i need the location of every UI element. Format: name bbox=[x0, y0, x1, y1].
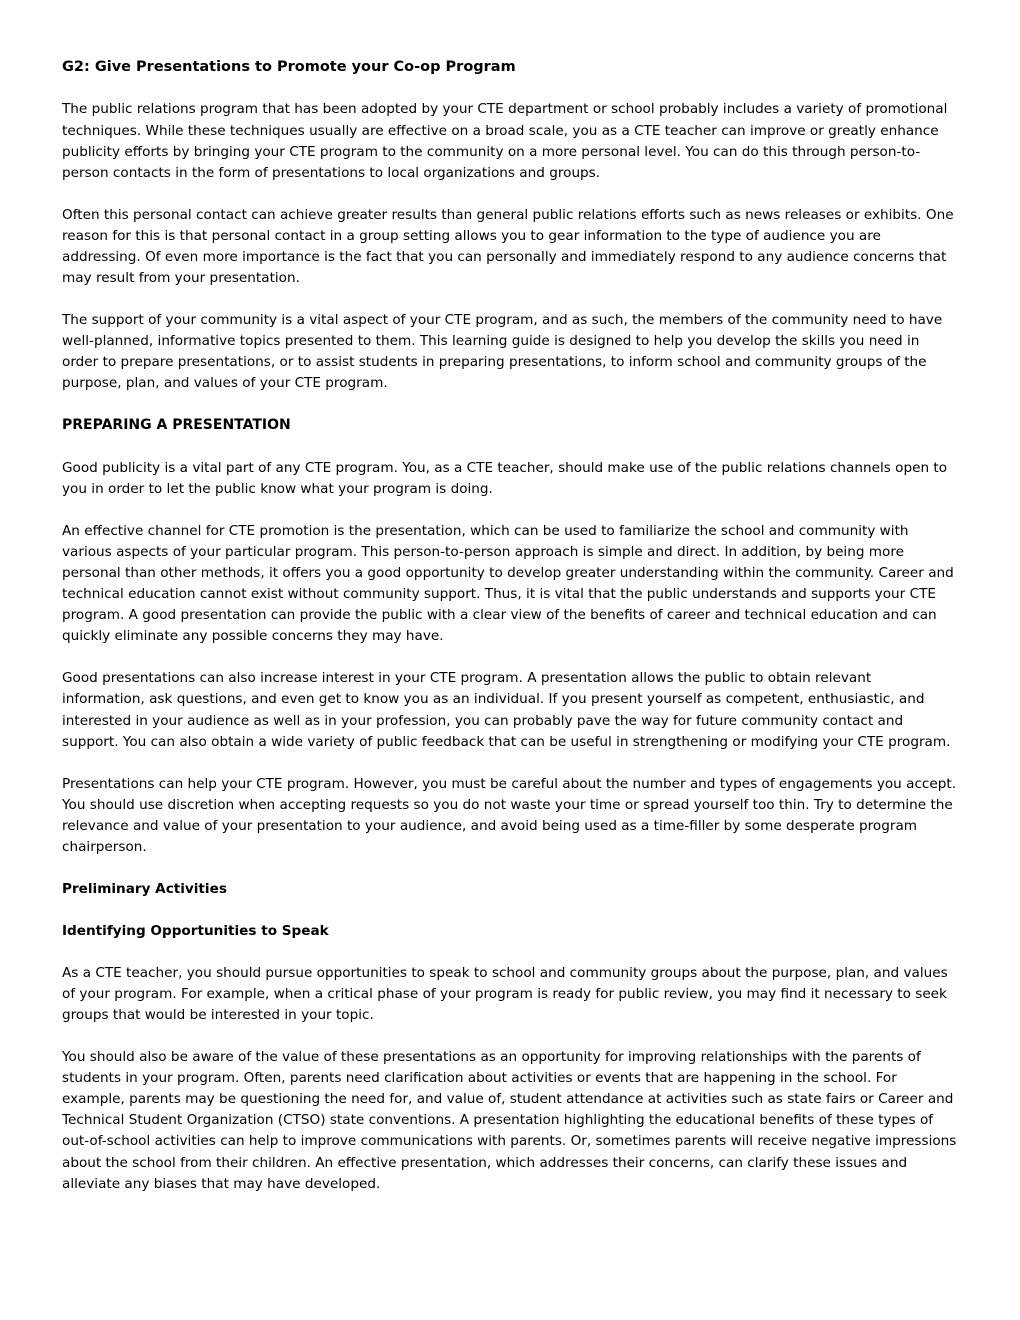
paragraph-increase-interest: Good presentations can also increase interest in your CTE program. A presentation allows the public to obtain relevant information, ask questions, and even get to know you as an individual. If you present yourself as competent, enthusiastic, and interested in your audience as well as in your profession, you can probably pave the way for future community contact and support. You can also obtain a wide variety of public feedback that can be useful in strengthening or modifying your CTE program. bbox=[62, 670, 951, 750]
paragraph-pursue-opportunities: As a CTE teacher, you should pursue opportunities to speak to school and community groups about the purpose, plan, and values of your program. For example, when a critical phase of your program is ready for public review, you may find it necessary to seek groups that would be interested in your topic. bbox=[62, 965, 948, 1024]
paragraph-personal-contact: Often this personal contact can achieve greater results than general public relations efforts such as news releases or exhibits. One reason for this is that personal contact in a group setting allows you to gear information to the type of audience you are addressing. Of even more importance is the fact that you can personally and immediately respond to any audience concerns that may result from your presentation. bbox=[62, 206, 954, 286]
paragraph-parent-relationships: You should also be aware of the value of these presentations as an opportunity for improving relationships with the parents of students in your program. Often, parents need clarification about activities or events that are happening in the school. For example, parents may be questioning the need for, and value of, student attendance at activities such as state fairs or Career and Technical Student Organization (CTSO) state conventions. A presentation highlighting the educational benefits of these types of out-of-school activities can help to improve communications with parents. Or, sometimes parents will receive negative impressions about the school from their children. An effective presentation, which addresses their concerns, can clarify these issues and alleviate any biases that may have developed. bbox=[62, 1049, 957, 1192]
paragraph-presentations-help: Presentations can help your CTE program. However, you must be careful about the number and types of engagements you accept. You should use discretion when accepting requests so you do not waste your time or spread yourself too thin. Try to determine the relevance and value of your presentation to your audience, and avoid being used as a time-filler by some desperate program chairperson. bbox=[62, 775, 957, 855]
heading-preliminary-activities: Preliminary Activities bbox=[62, 880, 227, 897]
paragraph-public-relations: The public relations program that has been adopted by your CTE department or school probably includes a variety of promotional techniques. While these techniques usually are effective on a broad scale, you as a CTE teacher can improve or greatly enhance publicity efforts by bringing your CTE program to the community on a more personal level. You can do this through person-to-person contacts in the form of presentations to local organizations and groups. bbox=[62, 101, 948, 181]
paragraph-community-support: The support of your community is a vital aspect of your CTE program, and as such, the members of the community need to have well-planned, informative topics presented to them. This learning guide is designed to help you develop the skills you need in order to prepare presentations, or to assist students in preparing presentations, to inform school and community groups of the purpose, plan, and values of your CTE program. bbox=[62, 311, 943, 392]
paragraph-effective-channel: An effective channel for CTE promotion is the presentation, which can be used to familiarize the school and community with various aspects of your particular program. This person-to-person approach is simple and direct. In addition, by being more personal than other methods, it offers you a good opportunity to develop greater understanding within the community. Career and technical education cannot exist without community support. Thus, it is vital that the public understands and supports your CTE program. A good presentation can provide the public with a clear view of the benefits of career and technical education and can quickly eliminate any possible concerns they may have. bbox=[62, 523, 954, 645]
heading-preparing-a-presentation: PREPARING A PRESENTATION bbox=[62, 417, 291, 434]
heading-identifying-opportunities: Identifying Opportunities to Speak bbox=[62, 922, 329, 939]
paragraph-good-publicity: Good publicity is a vital part of any CTE program. You, as a CTE teacher, should make use of the public relations channels open to you in order to let the public know what your program is doing. bbox=[62, 459, 948, 497]
document-title: G2: Give Presentations to Promote your Co-op Program bbox=[62, 59, 516, 75]
